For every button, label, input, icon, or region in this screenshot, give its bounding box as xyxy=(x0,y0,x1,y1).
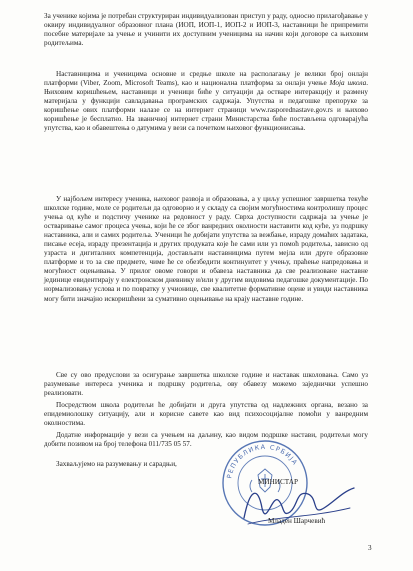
signature-title: МИНИСТАР xyxy=(258,478,298,486)
paragraph-platforms: Наставницима и ученицима основне и средње школе на располагању је велики број онлајн платформи (Viber, Zoom, Microsoft Teams), као и национална платформа за онлајн учење Моја школа. Њиховим коришћењем, наставници и ученици биће у ситуацији да остваре интеракцију и размену материјала у функцији савладавања програмских садржаја. Упутства и педагошке препоруке за коришћење ових платформи налазе се на интернет страници www.rasporednastave.gov.rs и њихово коришћење је бесплатно. На званичној интернет страни Министарства биће постављена одговарајућа упутства, као и обавештења о датумима у вези са почетком њиховог функционисања. xyxy=(44,70,368,133)
paragraph-contact: Додатне информације у вези са учењем на даљину, као видом подршке настави, родитељи могу добити позивом на број телефона 011/735 05 57. xyxy=(44,431,368,449)
signature-name: Младен Шарчевић xyxy=(268,517,326,525)
page-number: 3 xyxy=(368,544,372,552)
paragraph-parents: У најбољем интересу ученика, њиховог развоја и образовања, а у циљу успешног завршетка текуће школске године, моле се родитељи да одговорно и у складу са својим могућностима контролишу процес учења од куће и подстичу ученике на редовност у раду. Сврха доступности садржаја за учење је остваривање самог процеса учења, који ће се због ванредних околности наставити код куће, уз подршку наставника, али и самих родитеља. Ученици ће добијати упутства за вежбање, израду домаћих задатака, писање есеја, израду презентација и других продуката које ће сами или уз помоћ родитеља, зависно од узраста и дигиталних компетенција, достављати наставницима путем мејла или друге образовне платформе и то за све предмете, чиме ће се обезбедити континуитет у учењу, праћење напредовања и могућност оцењивања. У прилог овоме говори и обавеза наставника да све реализоване наставне јединице евидентирају у електронском дневнику и/или у другим видовима педагошке документације. По нормализовању услова и по повратку у учионице, све квалитетне формативне оцене и увиди наставника могу бити значајно искоришћени за сумативно оцењивање на крају наставне године. xyxy=(44,195,368,303)
stamp-text: РЕПУБЛИКА СРБИЈА xyxy=(225,442,300,480)
paragraph-preconditions: Све су ово предуслови за осигурање завршетка школске године и наставак школовања. Само уз разумевање интереса ученика и подршку родитеља, ову обавезу можемо заједнички успешно реализовати. xyxy=(44,371,368,398)
paragraph-thanks: Захваљујемо на разумевању и сарадњи, xyxy=(56,460,177,468)
paragraph-iop: За ученике којима је потребан структуриран индивидуализован приступ у раду, односно прилагођавање у оквиру индивидуалног образовног плана (ИОП, ИОП-1, ИОП-2 и ИОП-3, наставници ће припремити посебне материјале за учење и учинити их доступним ученицима на начин који договоре са њиховим родитељима. xyxy=(44,12,368,48)
paragraph-instructions: Посредством школа родитељи ће добијати и друга упутства од надлежних органа, везано за епидемиолошку ситуацију, али и корисне савете као вид психосоцијалне помоћи у ванредним околностима. xyxy=(44,401,368,428)
platform-name: Моја школа xyxy=(329,79,367,88)
